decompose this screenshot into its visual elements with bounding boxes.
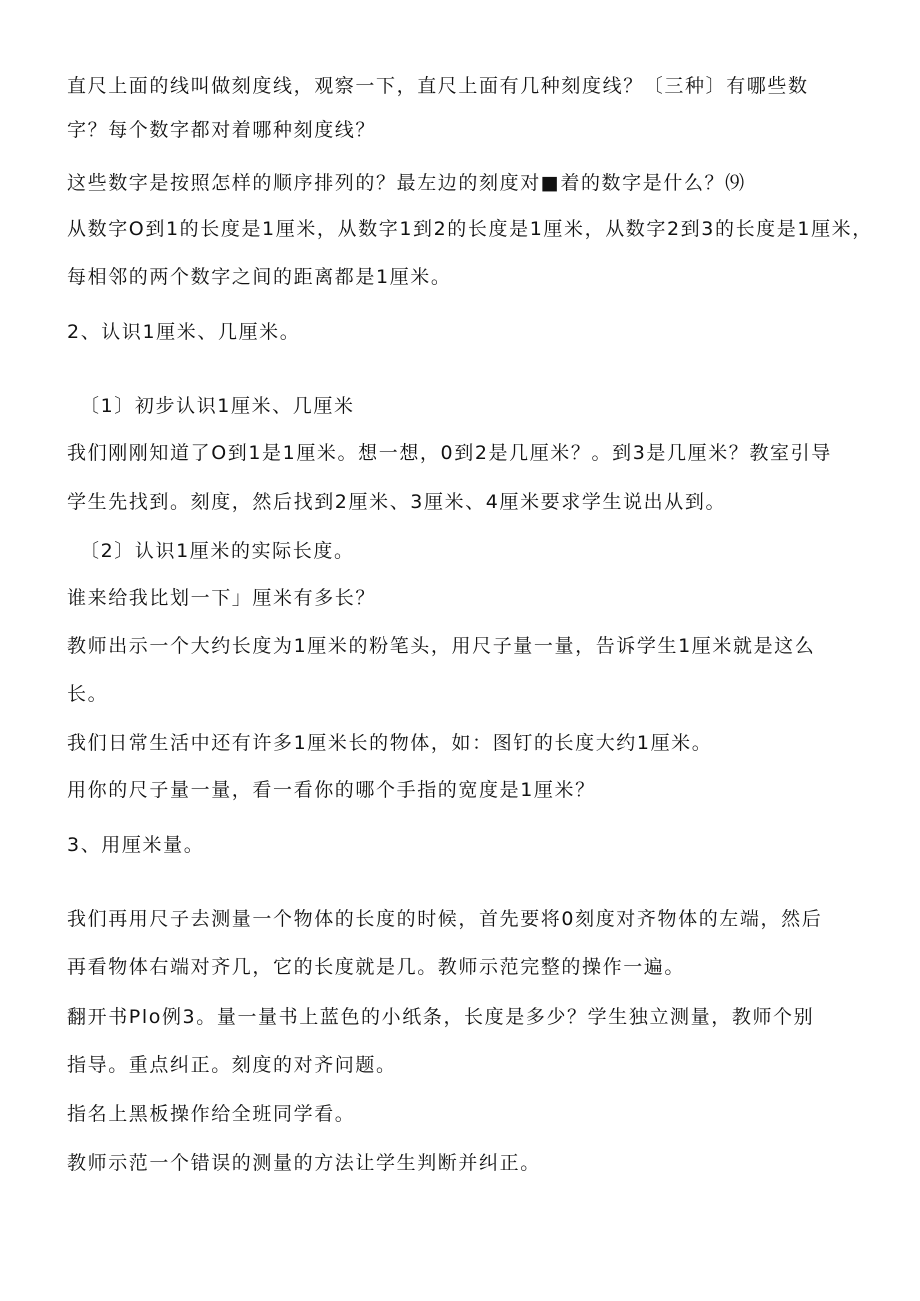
paragraph-line: 谁来给我比划一下」厘米有多长？ (67, 587, 377, 609)
subsection-heading: 〔2〕认识1厘米的实际长度。 (80, 540, 355, 562)
paragraph-line: 这些数字是按照怎样的顺序排列的？最左边的刻度对■着的数字是什么？⑼ (67, 172, 746, 194)
paragraph-line: 教师示范一个错误的测量的方法让学生判断并纠正。 (67, 1152, 541, 1174)
paragraph-line: 我们日常生活中还有许多1厘米长的物体，如：图钉的长度大约1厘米。 (67, 732, 713, 754)
paragraph-line: 翻开书Plo例3。量一量书上蓝色的小纸条，长度是多少？学生独立测量，教师个别 (67, 1006, 815, 1028)
paragraph-line: 用你的尺子量一量，看一看你的哪个手指的宽度是1厘米？ (67, 779, 596, 801)
paragraph-line: 字？每个数字都对着哪种刻度线？ (67, 119, 377, 141)
paragraph-line: 每相邻的两个数字之间的距离都是1厘米。 (67, 266, 452, 288)
paragraph-line: 长。 (67, 683, 109, 705)
section-heading: 3、用厘米量。 (67, 834, 205, 856)
paragraph-line: 学生先找到。刻度，然后找到2厘米、3厘米、4厘米要求学生说出从到。 (67, 491, 727, 513)
subsection-heading: 〔1〕初步认识1厘米、几厘米 (80, 395, 355, 417)
paragraph-line: 我们再用尺子去测量一个物体的长度的时候，首先要将0刻度对齐物体的左端，然后 (67, 908, 823, 930)
paragraph-line: 再看物体右端对齐几，它的长度就是几。教师示范完整的操作一遍。 (67, 956, 686, 978)
paragraph-line: 教师出示一个大约长度为1厘米的粉笔头，用尺子量一量，告诉学生1厘米就是这么 (67, 635, 816, 657)
paragraph-line: 指导。重点纠正。刻度的对齐问题。 (67, 1054, 397, 1076)
paragraph-line: 我们刚刚知道了O到1是1厘米。想一想，0到2是几厘米？。到3是几厘米？教室引导 (67, 442, 832, 464)
paragraph-line: 从数字O到1的长度是1厘米，从数字1到2的长度是1厘米，从数字2到3的长度是1厘米， (67, 218, 873, 240)
paragraph-line: 直尺上面的线叫做刻度线，观察一下，直尺上面有几种刻度线？〔三种〕有哪些数 (67, 75, 809, 97)
paragraph-line: 指名上黑板操作给全班同学看。 (67, 1103, 356, 1125)
section-heading: 2、认识1厘米、几厘米。 (67, 321, 301, 343)
